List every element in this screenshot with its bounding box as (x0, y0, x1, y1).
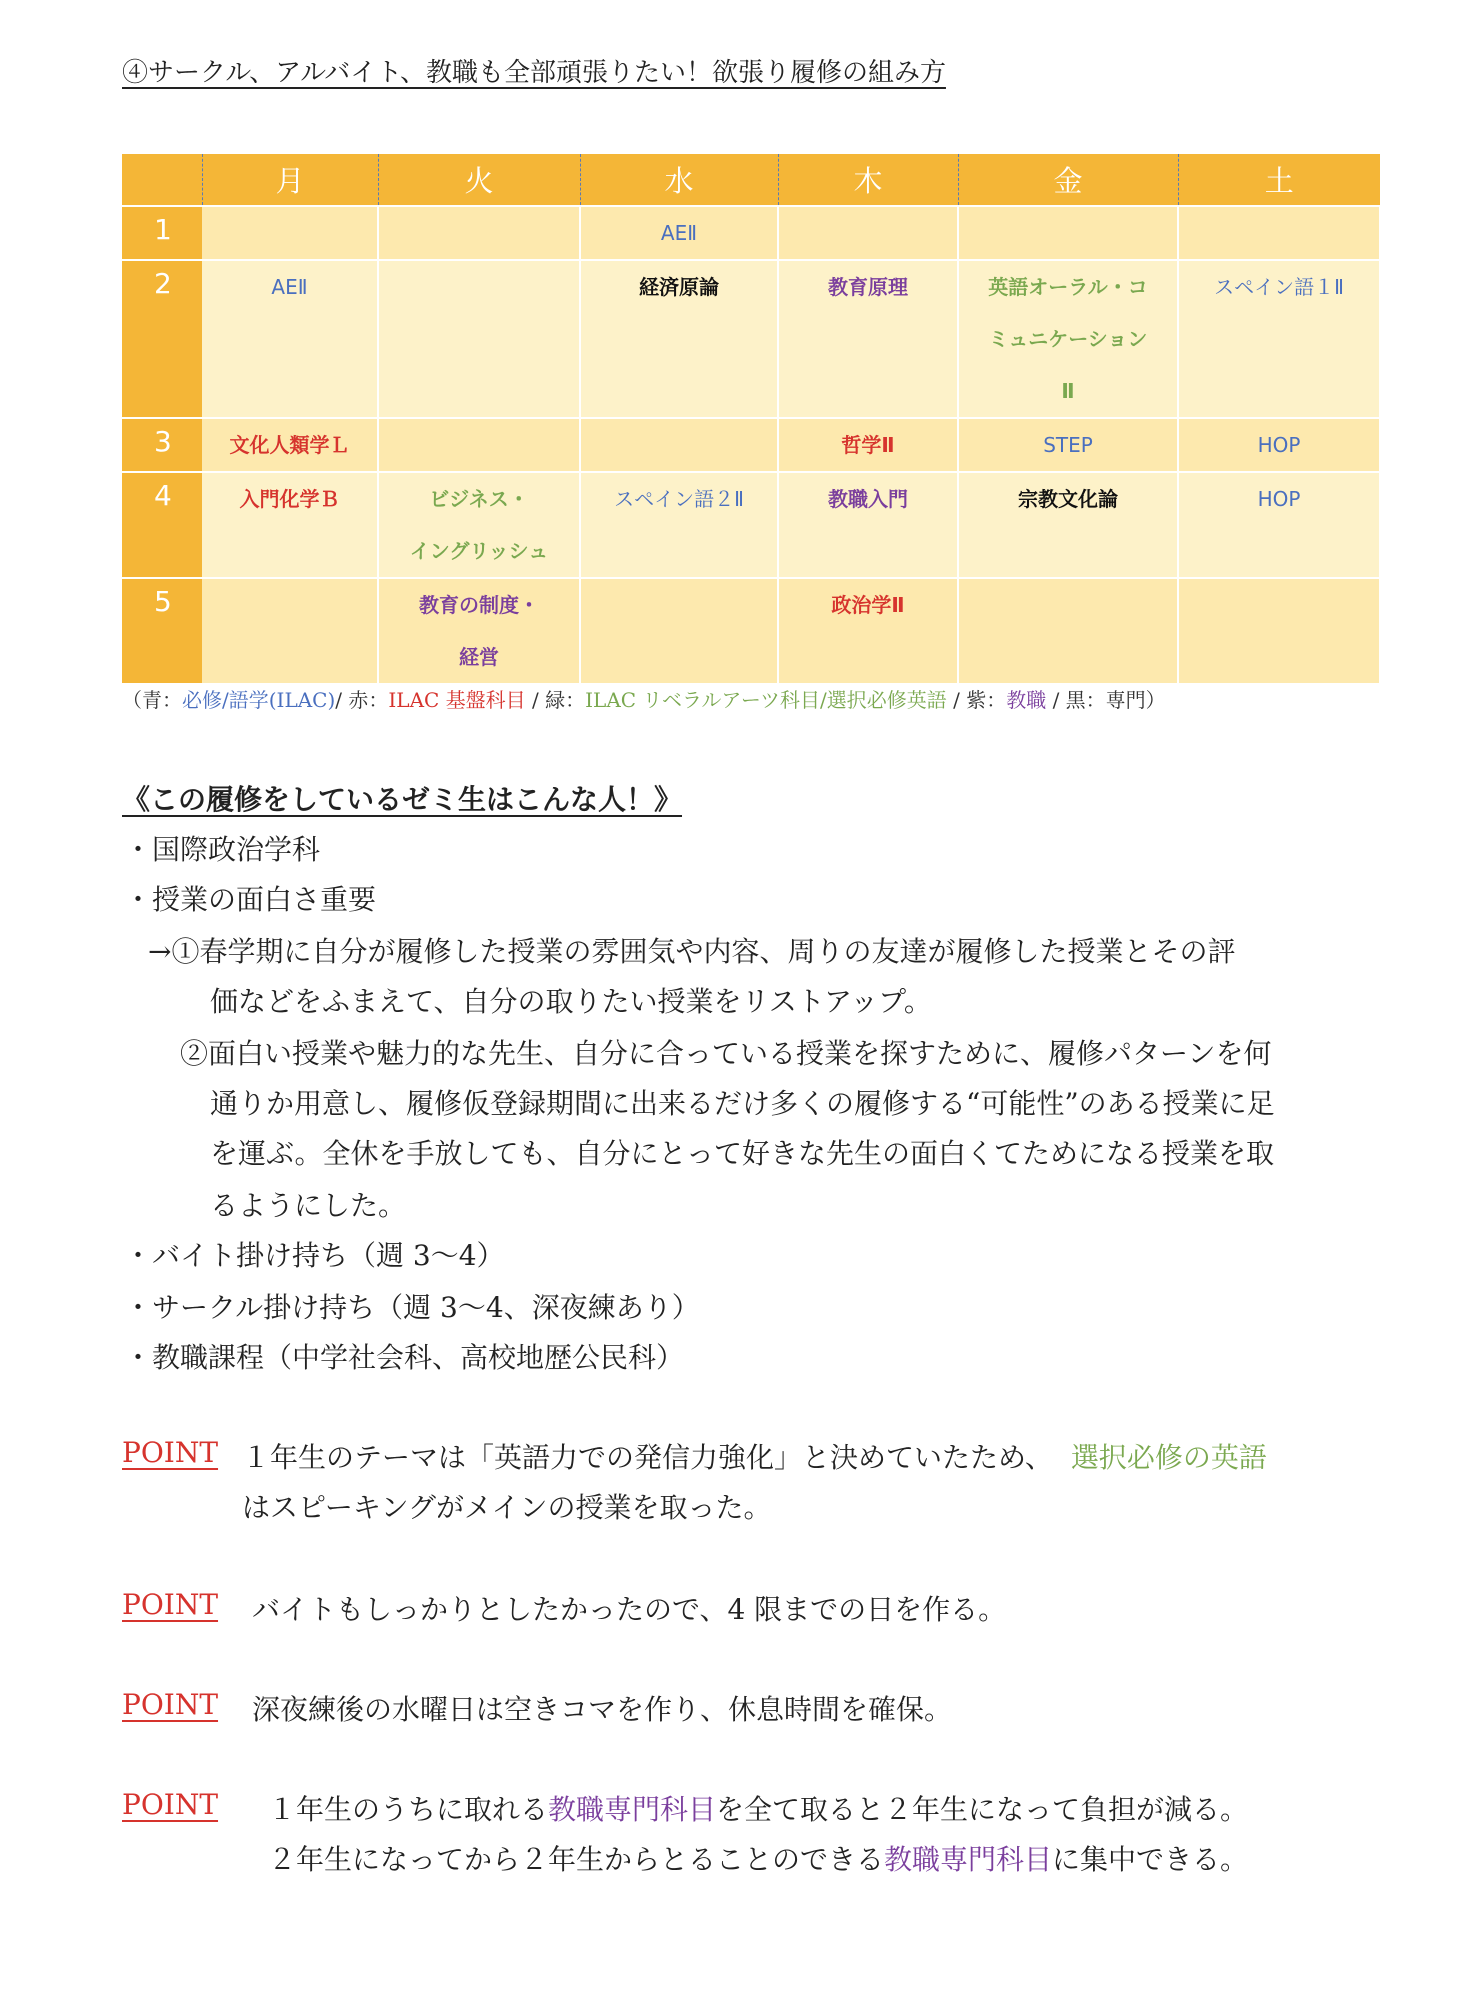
legend-text: / 紫： (946, 688, 1007, 712)
timetable-cell (1178, 206, 1380, 260)
profile-heading: 《この履修をしているゼミ生はこんな人！》 (122, 783, 683, 816)
timetable-cell: 政治学Ⅱ (778, 578, 958, 684)
legend-red: ILAC 基盤科目 (388, 688, 526, 712)
timetable-cell: 宗教文化論 (958, 472, 1178, 578)
legend-purple: 教職 (1006, 688, 1047, 712)
timetable-cell: 文化人類学Ｌ (202, 418, 378, 472)
timetable-row (122, 418, 1380, 472)
profile-line: ・国際政治学科 (124, 833, 321, 866)
timetable-cell: 入門化学Ｂ (202, 472, 378, 578)
day-header: 月 (202, 154, 378, 206)
timetable-cell (958, 578, 1178, 684)
timetable-cell: STEP (958, 418, 1178, 472)
timetable-cell (202, 206, 378, 260)
timetable-cell (378, 206, 580, 260)
profile-line: 通りか用意し、履修仮登録期間に出来るだけ多くの履修する“可能性”のある授業に足 (210, 1087, 1275, 1120)
point-label: POINT (122, 1788, 219, 1821)
legend-text: / 赤： (335, 688, 389, 712)
period-label: 5 (122, 578, 202, 684)
timetable-cell: 教職入門 (778, 472, 958, 578)
point-text-part: に集中できる。 (1052, 1843, 1249, 1876)
point-text-part: １年生のテーマは「英語力での発信力強化」と決めていたため、 (242, 1441, 1053, 1474)
timetable-row (122, 260, 1380, 418)
point-text-part: １年生のうちに取れる (268, 1793, 549, 1826)
cell-line: イングリッシュ (409, 539, 549, 563)
period-label: 3 (122, 418, 202, 472)
profile-line: ・授業の面白さ重要 (124, 883, 377, 916)
profile-line: ・バイト掛け持ち（週 3〜4） (124, 1239, 505, 1272)
timetable-cell: スペイン語２Ⅱ (580, 472, 778, 578)
legend-blue: 必修/語学(ILAC) (182, 688, 336, 712)
timetable-cell (378, 260, 580, 418)
timetable-cell (958, 206, 1178, 260)
legend-green: ILAC リベラルアーツ科目/選択必修英語 (585, 688, 947, 712)
timetable-cell: AEⅡ (580, 206, 778, 260)
timetable-row (122, 206, 1380, 260)
point-text (268, 1838, 1248, 1878)
cell-line: ミュニケーション (988, 327, 1148, 351)
point-highlight-purple: 教職専門科目 (884, 1843, 1053, 1876)
timetable-row (122, 578, 1380, 684)
profile-line: るようにした。 (210, 1189, 407, 1222)
profile-line: →①春学期に自分が履修した授業の雰囲気や内容、周りの友達が履修した授業とその評 (148, 935, 1236, 968)
timetable-cell: HOP (1178, 472, 1380, 578)
day-header: 金 (958, 154, 1178, 206)
timetable-cell: 哲学Ⅱ (778, 418, 958, 472)
period-label: 4 (122, 472, 202, 578)
point-text-part: を全て取ると２年生になって負担が減る。 (716, 1793, 1249, 1826)
point-highlight-purple: 教職専門科目 (548, 1793, 717, 1826)
timetable-cell (378, 578, 580, 684)
timetable-cell (378, 472, 580, 578)
period-label: 2 (122, 260, 202, 418)
page-title: ④サークル、アルバイト、教職も全部頑張りたい！欲張り履修の組み方 (122, 58, 946, 88)
point-label: POINT (122, 1436, 219, 1469)
point-text: 深夜練後の水曜日は空きコマを作り、休息時間を確保。 (252, 1693, 953, 1726)
profile-line: ・サークル掛け持ち（週 3〜4、深夜練あり） (124, 1291, 700, 1324)
color-legend (122, 684, 1166, 713)
point-text (268, 1788, 1248, 1828)
period-label: 1 (122, 206, 202, 260)
point-text: はスピーキングがメインの授業を取った。 (242, 1491, 772, 1524)
profile-line: ・教職課程（中学社会科、高校地歴公民科） (124, 1341, 685, 1374)
profile-line: を運ぶ。全休を手放しても、自分にとって好きな先生の面白くてためになる授業を取 (210, 1137, 1275, 1170)
timetable-row (122, 472, 1380, 578)
cell-line: 経営 (459, 645, 499, 669)
day-header: 火 (378, 154, 580, 206)
day-header: 木 (778, 154, 958, 206)
timetable-cell: HOP (1178, 418, 1380, 472)
cell-line: 英語オーラル・コ (988, 275, 1148, 299)
timetable-cell (778, 206, 958, 260)
point-text-part: ２年生になってから２年生からとることのできる (268, 1843, 885, 1876)
corner-cell (122, 154, 202, 206)
cell-line: Ⅱ (1061, 379, 1075, 403)
point-highlight-green: 選択必修の英語 (1070, 1441, 1267, 1474)
timetable-header-row (122, 154, 1380, 206)
cell-line: ビジネス・ (429, 487, 529, 511)
profile-line: ②面白い授業や魅力的な先生、自分に合っている授業を探すために、履修パターンを何 (180, 1037, 1272, 1070)
timetable-cell: 経済原論 (580, 260, 778, 418)
timetable-cell: スペイン語１Ⅱ (1178, 260, 1380, 418)
point-label: POINT (122, 1688, 219, 1721)
timetable-cell (958, 260, 1178, 418)
point-text: バイトもしっかりとしたかったので、4 限までの日を作る。 (252, 1593, 1007, 1626)
point-text (242, 1436, 1267, 1476)
timetable-cell: AEⅡ (202, 260, 378, 418)
profile-line: 価などをふまえて、自分の取りたい授業をリストアップ。 (210, 985, 932, 1018)
legend-text: / 黒：専門） (1046, 688, 1166, 712)
cell-line: 教育の制度・ (419, 593, 539, 617)
timetable-cell (202, 578, 378, 684)
timetable-cell (1178, 578, 1380, 684)
legend-text: / 緑： (525, 688, 586, 712)
day-header: 水 (580, 154, 778, 206)
day-header: 土 (1178, 154, 1380, 206)
timetable (122, 154, 1381, 685)
legend-text: （青： (122, 688, 182, 712)
timetable-cell (378, 418, 580, 472)
timetable-cell: 教育原理 (778, 260, 958, 418)
timetable-cell (580, 418, 778, 472)
point-label: POINT (122, 1588, 219, 1621)
timetable-cell (580, 578, 778, 684)
